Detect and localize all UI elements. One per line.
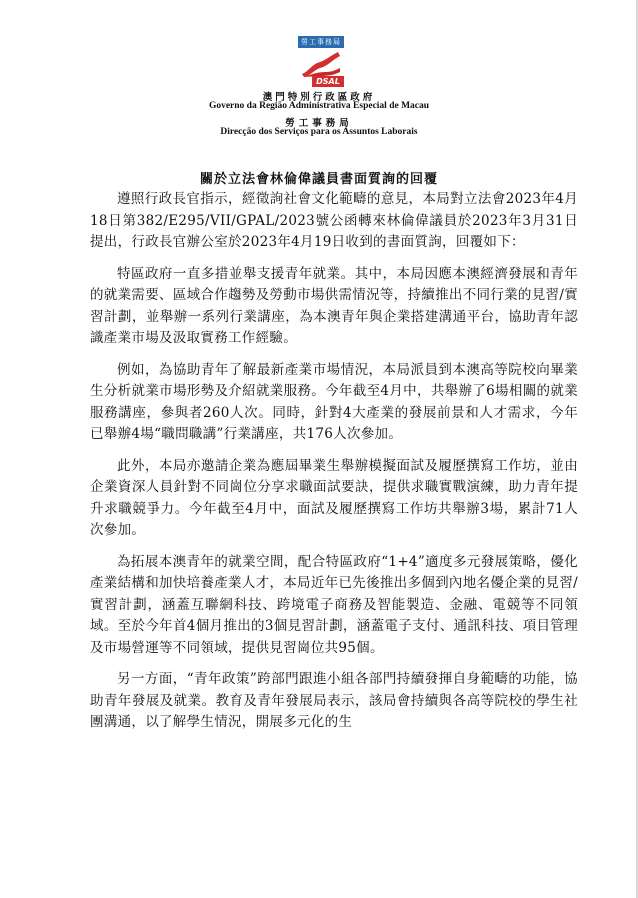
department-name-pt: Direcção dos Serviços para os Assuntos Laborais — [220, 127, 418, 137]
paragraph-4: 此外，本局亦邀請企業為應屆畢業生舉辦模擬面試及履歷撰寫工作坊，並由企業資深人員針對不同崗位分享求職面試要訣，提供求職實戰演練，助力青年提升求職競爭力。今年截至4月中，面試及履歷撰寫工作坊共舉辦3場，累計71人次參加。 — [90, 457, 578, 538]
document-title: 關於立法會林倫偉議員書面質詢的回覆 — [199, 172, 438, 187]
dsal-logo — [298, 36, 344, 88]
government-name-pt: Governo da Região Administrativa Especial de Macau — [208, 101, 430, 111]
paragraph-2: 特區政府一直多措並舉支援青年就業。其中，本局因應本澳經濟發展和青年的就業需要、區域合作趨勢及勞動市場供需情況等，持續推出不同行業的見習/實習計劃，並舉辦一系列行業講座，為本澳青年與企業搭建溝通平台，協助青年認識產業市場及汲取實務工作經驗。 — [90, 265, 578, 346]
logo-dsal-text: DSAL — [312, 76, 344, 87]
department-name-zh: 勞工事務局 — [285, 118, 353, 129]
logo-top-label: 勞工事務局 — [298, 36, 344, 48]
paragraph-3: 例如，為協助青年了解最新產業市場情況，本局派員到本澳高等院校向畢業生分析就業市場形勢及介紹就業服務。今年截至4月中，共舉辦了6場相關的就業服務講座，參與者260人次。同時，針對4大產業的發展前景和人才需求，今年已舉辦4場“職問職講”行業講座，共176人次參加。 — [90, 361, 578, 442]
logo-emblem-icon — [300, 50, 342, 78]
government-name-zh: 澳門特別行政區政府 — [262, 92, 376, 103]
document-body — [90, 189, 578, 744]
paragraph-6: 另一方面，“青年政策”跨部門跟進小組各部門持續發揮自身範疇的功能，協助青年發展及就業。教育及青年發展局表示，該局會持續與各高等院校的學生社團溝通，以了解學生情況，開展多元化的生 — [90, 671, 578, 730]
paragraph-1: 遵照行政長官指示，經徵詢社會文化範疇的意見，本局對立法會2023年4月18日第382/E295/VII/GPAL/2023號公函轉來林倫偉議員於2023年3月31日提出，行政長官辦公室於2023年4月19日收到的書面質詢，回覆如下： — [90, 191, 578, 250]
paragraph-5: 為拓展本澳青年的就業空間，配合特區政府“1+4”適度多元發展策略，優化產業結構和加快培養產業人才，本局近年已先後推出多個到內地名優企業的見習/實習計劃，涵蓋互聯網科技、跨境電子商務及智能製造、金融、電競等不同領域。至於今年首4個月推出的3個見習計劃，涵蓋電子支付、通訊科技、項目管理及市場營運等不同領域，提供見習崗位共95個。 — [90, 553, 578, 656]
